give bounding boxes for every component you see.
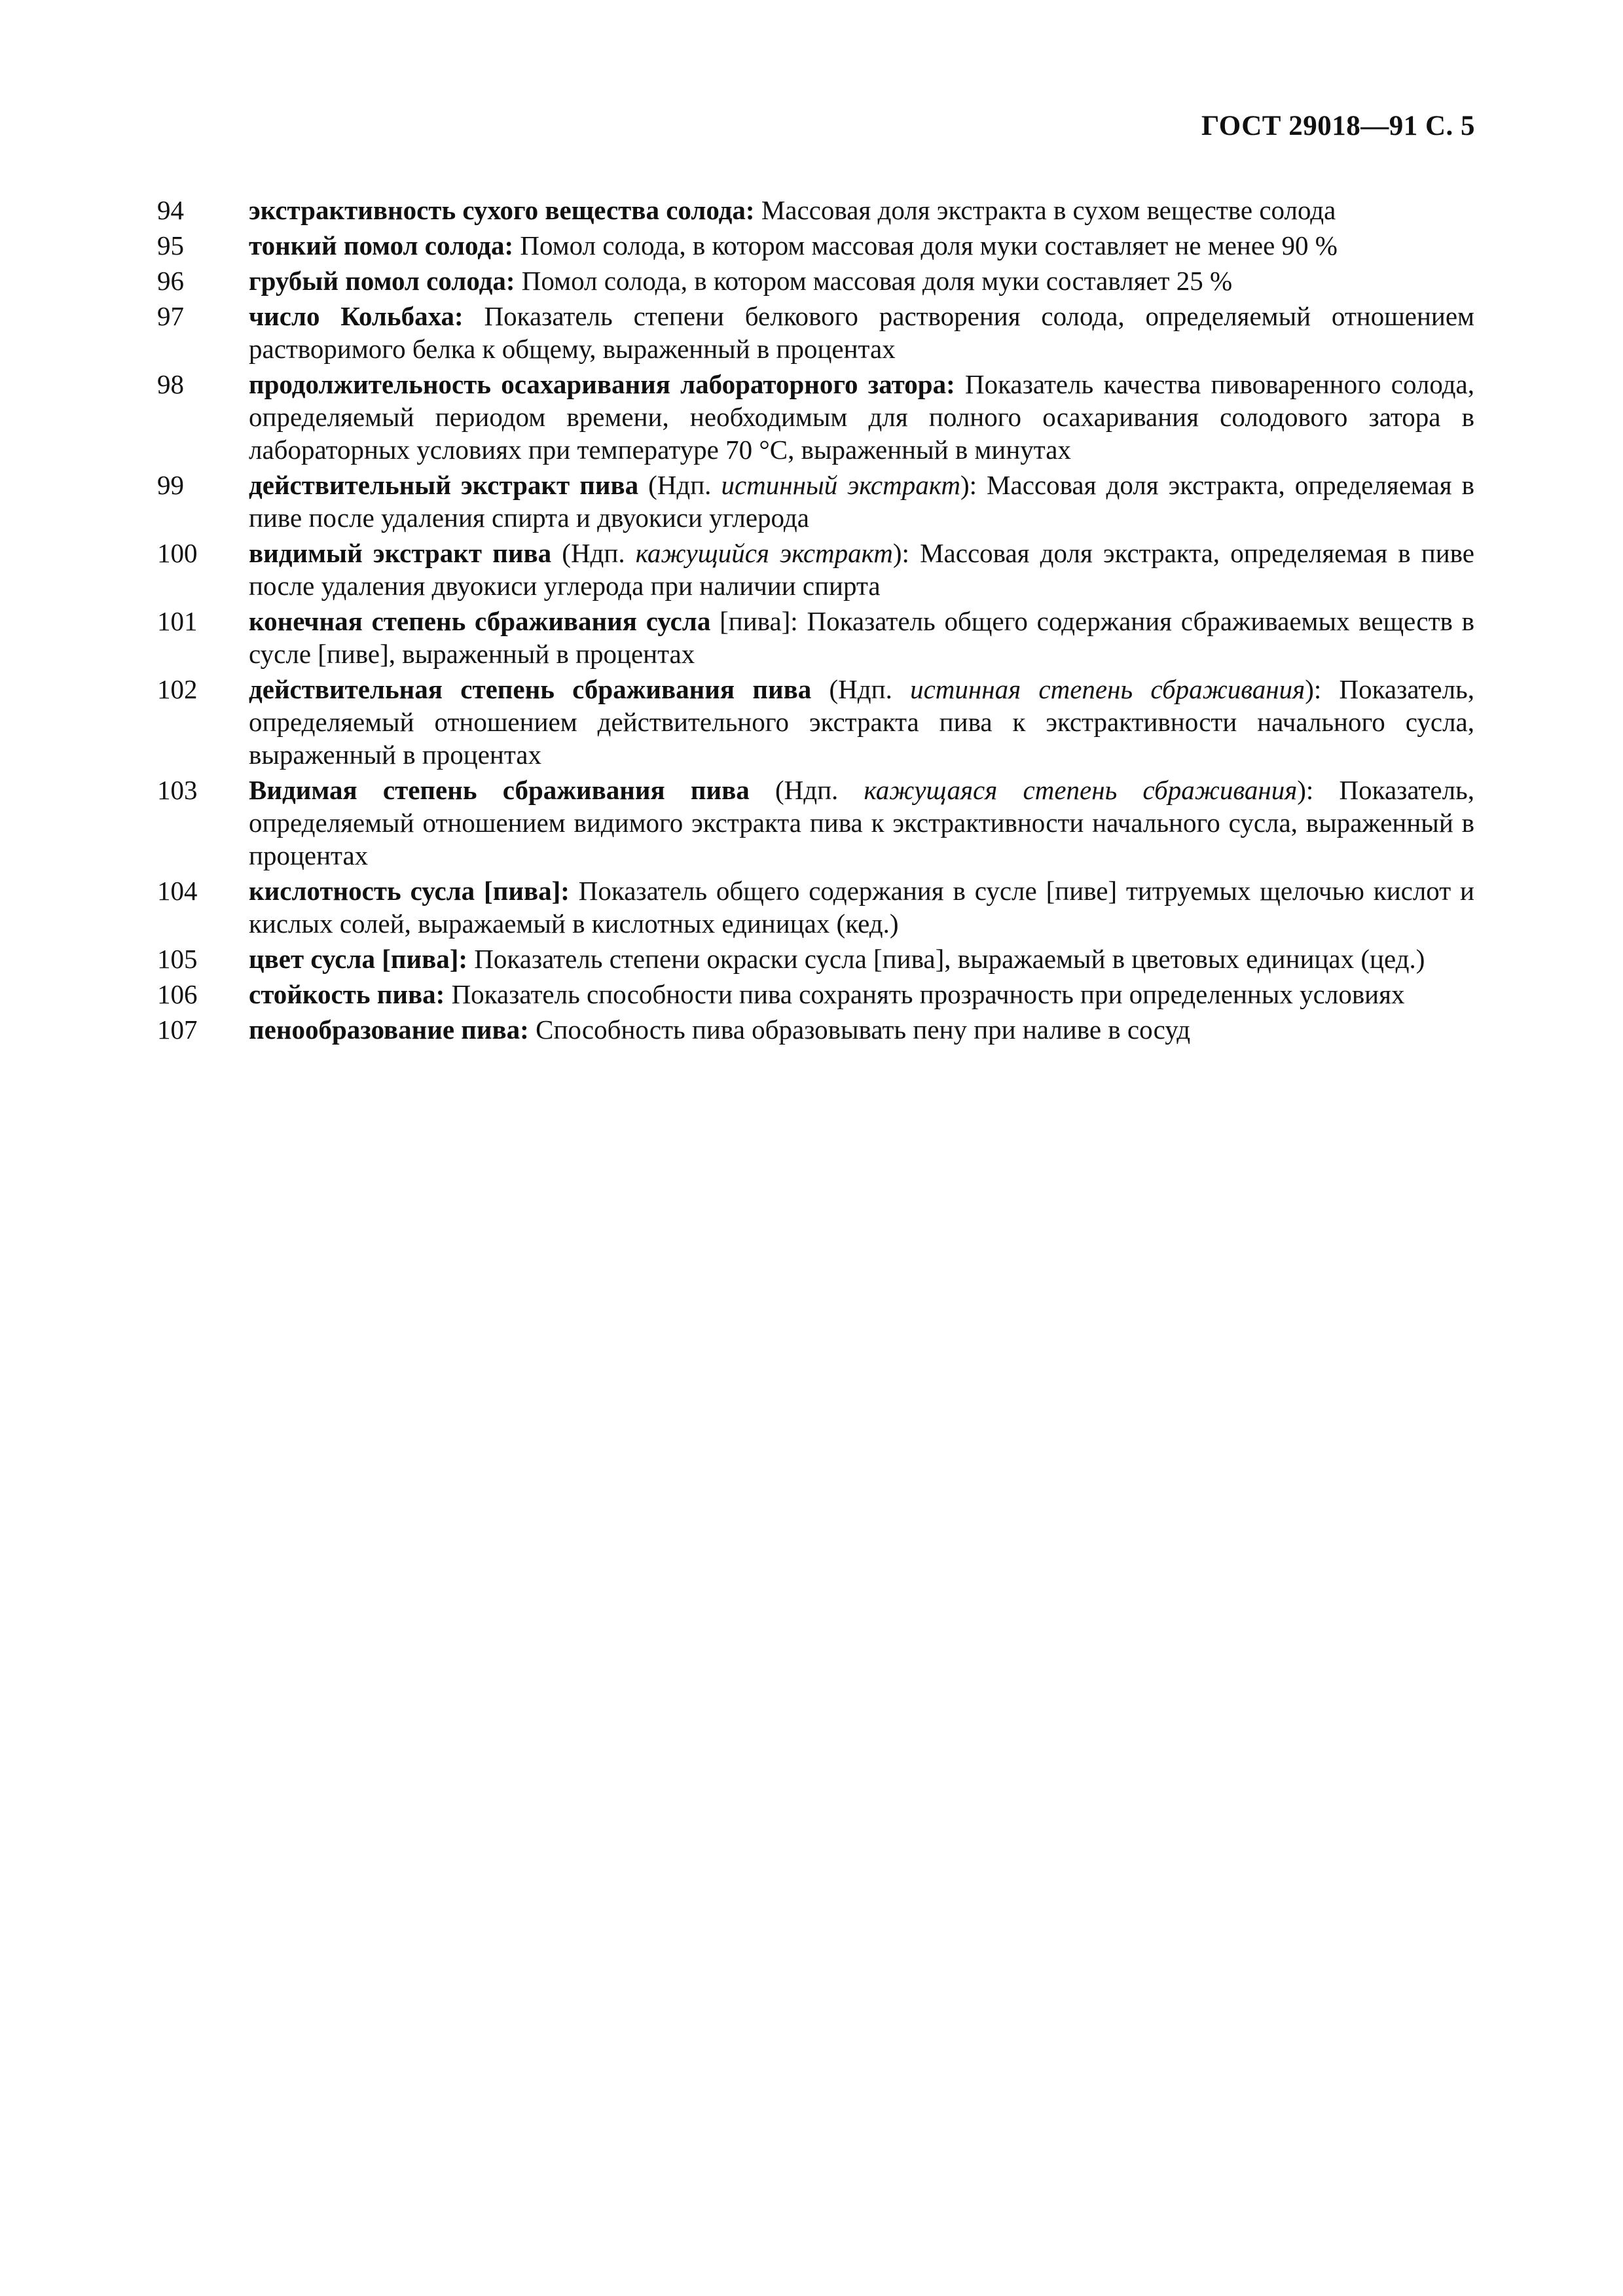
term-definition: ): Показатель, определяемый отношением видимого экстракта пива к экстрактивности начального сусла, выраженный в процентах <box>249 775 1474 870</box>
term-definition: ): Показатель, определяемый отношением действительного экстракта пива к экстрактивности начального сусла, выраженный в процентах <box>249 674 1474 770</box>
term-definition: Показатель общего содержания в сусле [пиве] титруемых щелочью кислот и кислых солей, выражаемый в кислотных единицах (кед.) <box>249 876 1474 939</box>
term-definition: ): Массовая доля экстракта, определяемая в пиве после удаления двуокиси углерода при наличии спирта <box>249 538 1474 601</box>
term-definition: Показатель степени окраски сусла [пива], выражаемый в цветовых единицах (цед.) <box>467 944 1425 974</box>
term-definition: Показатель способности пива сохранять прозрачность при определенных условиях <box>445 979 1405 1009</box>
term-definition: Помол солода, в котором массовая доля муки составляет 25 % <box>515 266 1233 296</box>
term-text <box>249 368 1474 466</box>
term-name: видимый экстракт пива <box>249 538 552 568</box>
term-text <box>249 194 1474 226</box>
term-text <box>249 673 1474 771</box>
term-entry-107 <box>157 1013 1474 1046</box>
term-text <box>249 605 1474 670</box>
term-text <box>249 537 1474 602</box>
term-definition: Массовая доля экстракта в сухом веществе солода <box>754 195 1336 225</box>
term-name: пенообразование пива: <box>249 1014 529 1045</box>
term-text <box>249 469 1474 534</box>
term-name: стойкость пива: <box>249 979 445 1009</box>
term-entry-97 <box>157 300 1474 365</box>
term-name: действительная степень сбраживания пива <box>249 674 812 704</box>
term-name: действительный экстракт пива <box>249 470 639 500</box>
term-number: 94 <box>157 195 184 225</box>
term-definition-prefix: (Ндп. <box>811 674 911 704</box>
term-name: конечная степень сбраживания сусла <box>249 606 711 636</box>
term-definition-prefix: (Ндп. <box>551 538 636 568</box>
term-name: продолжительность осахаривания лабораторного затора: <box>249 369 955 399</box>
term-definition: ): Массовая доля экстракта, определяемая в пиве после удаления спирта и двуокиси углерода <box>249 470 1474 533</box>
term-entry-95 <box>157 229 1474 262</box>
term-number: 104 <box>157 876 198 906</box>
term-entry-99 <box>157 469 1474 534</box>
term-definition: Показатель качества пивоваренного солода, определяемый периодом времени, необходимым для полного осахаривания солодового затора в лабораторных условиях при температуре 70 °С, выраженный в минутах <box>249 369 1474 465</box>
term-name: кислотность сусла [пива]: <box>249 876 570 906</box>
page-header: ГОСТ 29018—91 С. 5 <box>1201 111 1475 141</box>
term-number: 107 <box>157 1014 198 1045</box>
term-entry-94 <box>157 194 1474 226</box>
term-definition: [пива]: Показатель общего содержания сбраживаемых веществ в сусле [пиве], выраженный в процентах <box>249 606 1474 669</box>
term-definition-prefix: (Ндп. <box>749 775 864 805</box>
term-number: 98 <box>157 369 184 399</box>
term-text <box>249 229 1474 262</box>
term-entry-96 <box>157 264 1474 297</box>
term-entry-104 <box>157 874 1474 940</box>
term-entry-106 <box>157 978 1474 1011</box>
term-entry-102 <box>157 673 1474 771</box>
term-text <box>249 264 1474 297</box>
term-number: 105 <box>157 944 198 974</box>
term-entry-100 <box>157 537 1474 602</box>
term-text <box>249 942 1474 975</box>
term-name: экстрактивность сухого вещества солода: <box>249 195 755 225</box>
term-name: грубый помол солода: <box>249 266 515 296</box>
term-definition: Способность пива образовывать пену при наливе в сосуд <box>528 1014 1191 1045</box>
term-number: 103 <box>157 775 198 805</box>
term-number: 102 <box>157 674 198 704</box>
term-name: Видимая степень сбраживания пива <box>249 775 750 805</box>
term-number: 100 <box>157 538 198 568</box>
term-number: 95 <box>157 230 184 260</box>
term-number: 96 <box>157 266 184 296</box>
term-text <box>249 1013 1474 1046</box>
term-name: число Кольбаха: <box>249 301 464 331</box>
term-text <box>249 874 1474 940</box>
term-number: 101 <box>157 606 198 636</box>
term-number: 97 <box>157 301 184 331</box>
term-name: тонкий помол солода: <box>249 230 514 260</box>
term-entry-105 <box>157 942 1474 975</box>
term-alternative: кажущаяся степень сбраживания <box>864 775 1298 805</box>
term-text <box>249 978 1474 1011</box>
term-text <box>249 300 1474 365</box>
term-text <box>249 774 1474 872</box>
term-definition: Помол солода, в котором массовая доля муки составляет не менее 90 % <box>513 230 1338 260</box>
term-definition-prefix: (Ндп. <box>638 470 721 500</box>
term-definition: Показатель степени белкового растворения солода, определяемый отношением растворимого белка к общему, выраженный в процентах <box>249 301 1475 364</box>
term-alternative: истинный экстракт <box>721 470 960 500</box>
term-entry-98 <box>157 368 1474 466</box>
term-number: 106 <box>157 979 198 1009</box>
term-entry-101 <box>157 605 1474 670</box>
term-alternative: истинная степень сбраживания <box>910 674 1305 704</box>
term-entry-103 <box>157 774 1474 872</box>
term-name: цвет сусла [пива]: <box>249 944 468 974</box>
term-list <box>157 194 1474 1049</box>
term-alternative: кажущийся экстракт <box>635 538 893 568</box>
term-number: 99 <box>157 470 184 500</box>
